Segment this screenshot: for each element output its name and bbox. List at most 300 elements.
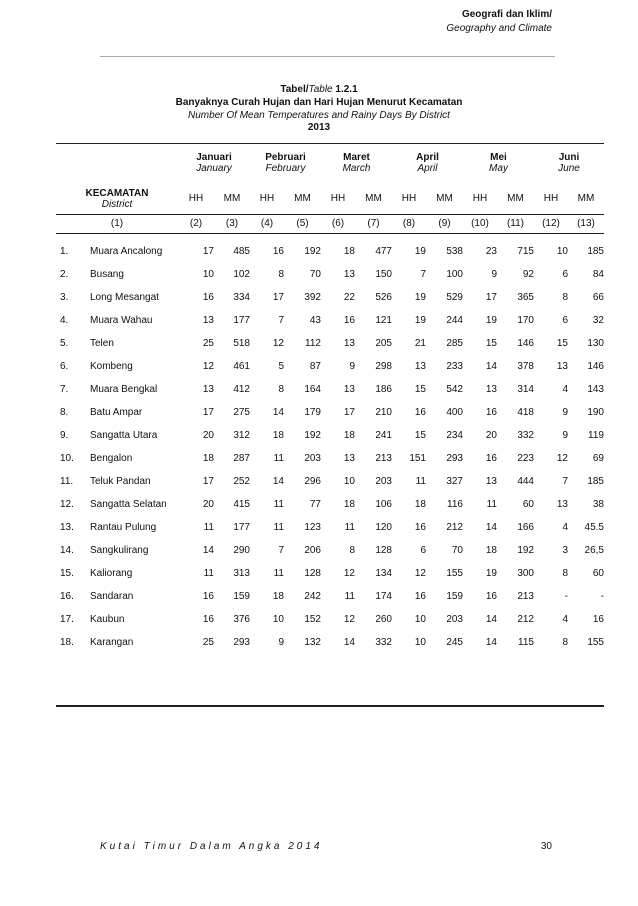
data-cell: 212 <box>517 613 534 625</box>
row-number: 8. <box>60 406 69 418</box>
data-cell: 203 <box>446 613 463 625</box>
data-cell: 213 <box>375 452 392 464</box>
footer-publication: Kutai Timur Dalam Angka 2014 <box>100 841 323 852</box>
data-cell: 21 <box>414 337 426 349</box>
data-cell: 155 <box>587 636 604 648</box>
district-name: Teluk Pandan <box>90 475 151 487</box>
data-cell: 293 <box>233 636 250 648</box>
data-cell: 112 <box>305 337 321 349</box>
data-cell: 18 <box>272 429 284 441</box>
data-cell: 223 <box>517 452 534 464</box>
data-cell: 130 <box>587 337 604 349</box>
data-cell: 143 <box>587 383 604 395</box>
data-cell: 7 <box>278 544 284 556</box>
data-cell: 102 <box>233 268 250 280</box>
data-cell: 166 <box>517 521 534 533</box>
district-name: Long Mesangat <box>90 291 159 303</box>
data-cell: 4 <box>562 521 568 533</box>
data-cell: 6 <box>420 544 426 556</box>
data-cell: 11 <box>203 567 214 579</box>
column-number: (3) <box>214 214 250 233</box>
data-cell: 334 <box>233 291 250 303</box>
data-cell: 241 <box>375 429 392 441</box>
data-cell: 16 <box>414 590 426 602</box>
data-cell: 179 <box>304 406 321 418</box>
month-name: Mei <box>490 152 507 163</box>
data-cell: 8 <box>562 636 568 648</box>
data-cell: 159 <box>233 590 250 602</box>
data-cell: 526 <box>375 291 392 303</box>
data-cell: 518 <box>233 337 250 349</box>
data-cell: 16 <box>414 521 426 533</box>
row-number: 18. <box>60 636 74 648</box>
data-cell: 327 <box>446 475 463 487</box>
data-cell: 13 <box>202 314 214 326</box>
month-header <box>534 144 604 175</box>
data-cell: 9 <box>562 406 568 418</box>
row-number: 17. <box>60 613 74 625</box>
row-number: 15. <box>60 567 74 579</box>
table-row <box>56 447 604 470</box>
table-row <box>56 309 604 332</box>
district-name: Sangatta Utara <box>90 429 158 441</box>
data-cell: 16 <box>202 613 214 625</box>
data-cell: 378 <box>517 360 534 372</box>
data-cell: 32 <box>592 314 604 326</box>
table-row <box>56 378 604 401</box>
data-cell: 14 <box>485 613 497 625</box>
data-cell: 8 <box>562 291 568 303</box>
row-number: 4. <box>60 314 69 326</box>
data-cell: 7 <box>562 475 568 487</box>
data-cell: 312 <box>233 429 250 441</box>
month-name-en: June <box>558 163 580 174</box>
district-name: Muara Bengkal <box>90 383 158 395</box>
row-number: 16. <box>60 590 74 602</box>
data-cell: 152 <box>304 613 321 625</box>
data-cell: 18 <box>414 498 426 510</box>
district-name: Kaubun <box>90 613 125 625</box>
data-cell: 290 <box>233 544 250 556</box>
row-number: 7. <box>60 383 69 395</box>
data-cell: 132 <box>304 636 321 648</box>
data-cell: 26,5 <box>584 544 604 556</box>
district-name: Muara Wahau <box>90 314 153 326</box>
row-number: 14. <box>60 544 74 556</box>
data-cell: 17 <box>485 291 497 303</box>
data-cell: 14 <box>485 360 497 372</box>
data-cell: 18 <box>272 590 284 602</box>
data-cell: 7 <box>420 268 426 280</box>
sub-header: MM <box>294 193 311 205</box>
row-number: 11. <box>60 475 74 487</box>
sub-header: HH <box>330 193 346 205</box>
data-cell: 13 <box>343 337 355 349</box>
data-cell: 19 <box>414 314 426 326</box>
data-cell: 7 <box>278 314 284 326</box>
data-cell: 120 <box>375 521 392 533</box>
data-cell: 60 <box>522 498 534 510</box>
data-cell: 8 <box>349 544 355 556</box>
data-cell: 252 <box>233 475 250 487</box>
data-cell: 12 <box>343 567 355 579</box>
data-cell: 296 <box>304 475 321 487</box>
data-cell: 400 <box>446 406 463 418</box>
data-cell: 15 <box>414 383 426 395</box>
district-name: Kaliorang <box>90 567 133 579</box>
data-cell: 18 <box>202 452 214 464</box>
data-cell: 392 <box>304 291 321 303</box>
data-cell: 13 <box>485 475 497 487</box>
data-cell: 77 <box>309 498 321 510</box>
data-cell: 134 <box>375 567 392 579</box>
data-cell: 19 <box>485 567 497 579</box>
data-cell: 155 <box>446 567 463 579</box>
data-cell: 244 <box>446 314 463 326</box>
data-cell: 12 <box>343 613 355 625</box>
data-cell: 477 <box>375 245 392 257</box>
data-cell: 233 <box>446 360 463 372</box>
data-cell: 116 <box>447 498 463 510</box>
data-cell: 14 <box>485 521 497 533</box>
data-cell: 128 <box>304 567 321 579</box>
data-cell: 287 <box>233 452 250 464</box>
data-cell: 18 <box>343 498 355 510</box>
month-name-en: February <box>265 163 306 174</box>
data-cell: 151 <box>409 452 426 464</box>
data-cell: 285 <box>446 337 463 349</box>
data-cell: 529 <box>446 291 463 303</box>
data-cell: 60 <box>592 567 604 579</box>
table-number: 1.2.1 <box>335 84 358 95</box>
column-number: (5) <box>284 214 321 233</box>
data-cell: 10 <box>272 613 284 625</box>
data-cell: 87 <box>309 360 321 372</box>
column-number: (11) <box>497 214 534 233</box>
table-label <box>0 84 638 96</box>
data-cell: 15 <box>414 429 426 441</box>
data-rows <box>56 233 604 654</box>
data-cell: 14 <box>202 544 214 556</box>
row-number: 6. <box>60 360 69 372</box>
data-cell: 16 <box>485 590 497 602</box>
data-cell: 12 <box>556 452 568 464</box>
data-cell: 14 <box>272 406 284 418</box>
table-row <box>56 424 604 447</box>
data-cell: 10 <box>343 475 355 487</box>
data-cell: 13 <box>343 452 355 464</box>
data-cell: 38 <box>592 498 604 510</box>
data-cell: 69 <box>592 452 604 464</box>
data-cell: 8 <box>562 567 568 579</box>
column-number: (8) <box>392 214 426 233</box>
column-number: (1) <box>56 214 178 233</box>
table-label-id: Tabel/ <box>280 84 309 95</box>
data-cell: 115 <box>518 636 534 648</box>
table-year: 2013 <box>307 122 331 133</box>
data-cell: 206 <box>304 544 321 556</box>
data-cell: 17 <box>202 475 214 487</box>
row-number: 10. <box>60 452 74 464</box>
sub-header: MM <box>365 193 382 205</box>
data-cell: 444 <box>517 475 534 487</box>
column-number: (9) <box>426 214 463 233</box>
data-cell: 92 <box>522 268 534 280</box>
rainfall-table <box>56 143 604 654</box>
data-cell: 119 <box>588 429 604 441</box>
month-name-en: May <box>489 163 508 174</box>
chapter-title: Geografi dan Iklim/ <box>461 9 552 20</box>
data-cell: 313 <box>233 567 250 579</box>
data-cell: 9 <box>562 429 568 441</box>
data-cell: 11 <box>273 567 284 579</box>
district-name: Batu Ampar <box>90 406 143 418</box>
data-cell: 13 <box>556 360 568 372</box>
month-name: Maret <box>343 152 370 163</box>
row-number: 3. <box>60 291 69 303</box>
table-row <box>56 332 604 355</box>
data-cell: 17 <box>202 245 214 257</box>
data-cell: 314 <box>517 383 534 395</box>
row-number: 13. <box>60 521 74 533</box>
month-name: Juni <box>558 152 580 163</box>
data-cell: 192 <box>304 429 321 441</box>
data-cell: 213 <box>517 590 534 602</box>
data-cell: 9 <box>349 360 355 372</box>
sub-header: MM <box>507 193 524 205</box>
data-cell: 14 <box>343 636 355 648</box>
data-cell: 23 <box>485 245 497 257</box>
data-cell: 192 <box>304 245 321 257</box>
data-cell: 542 <box>446 383 463 395</box>
data-cell: 210 <box>375 406 392 418</box>
header-divider <box>100 56 555 57</box>
data-cell: 12 <box>272 337 284 349</box>
data-cell: 19 <box>414 291 426 303</box>
data-cell: 123 <box>304 521 321 533</box>
data-cell: 146 <box>517 337 534 349</box>
data-cell: 13 <box>343 383 355 395</box>
data-cell: 13 <box>343 268 355 280</box>
data-cell: 43 <box>309 314 321 326</box>
table-row <box>56 263 604 286</box>
data-cell: 70 <box>309 268 321 280</box>
table-row <box>56 631 604 654</box>
data-cell: 19 <box>414 245 426 257</box>
data-cell: 185 <box>587 475 604 487</box>
district-name: Sandaran <box>90 590 134 602</box>
table-title-en: Number Of Mean Temperatures and Rainy Days By District <box>188 110 450 121</box>
data-cell: 16 <box>485 452 497 464</box>
data-cell: 4 <box>562 383 568 395</box>
data-cell: 18 <box>485 544 497 556</box>
data-cell: 6 <box>562 314 568 326</box>
data-cell: 245 <box>446 636 463 648</box>
district-header <box>56 144 178 215</box>
data-cell: 15 <box>485 337 497 349</box>
sub-header: HH <box>543 193 559 205</box>
data-cell: 11 <box>344 521 355 533</box>
month-header <box>250 144 321 175</box>
month-name-en: January <box>196 163 232 174</box>
data-cell: 25 <box>202 337 214 349</box>
data-cell: 22 <box>343 291 355 303</box>
month-header <box>392 144 463 175</box>
data-cell: 8 <box>278 383 284 395</box>
data-cell: 332 <box>375 636 392 648</box>
data-cell: 159 <box>446 590 463 602</box>
data-cell: 174 <box>375 590 392 602</box>
data-cell: 100 <box>446 268 463 280</box>
table-row <box>56 240 604 263</box>
district-name: Karangan <box>90 636 134 648</box>
sub-header: MM <box>223 193 241 205</box>
data-cell: 11 <box>203 521 214 533</box>
sub-header: HH <box>259 193 275 205</box>
district-name: Busang <box>90 268 124 280</box>
data-cell: 10 <box>414 636 426 648</box>
data-cell: 192 <box>517 544 534 556</box>
row-number: 9. <box>60 429 69 441</box>
chapter-header <box>446 8 552 36</box>
month-name-en: March <box>342 163 371 174</box>
data-cell: 16 <box>485 406 497 418</box>
data-cell: 376 <box>233 613 250 625</box>
data-cell: 332 <box>517 429 534 441</box>
data-cell: 70 <box>451 544 463 556</box>
data-cell: 20 <box>202 498 214 510</box>
data-cell: 13 <box>414 360 426 372</box>
data-cell: 16 <box>343 314 355 326</box>
data-cell: 242 <box>304 590 321 602</box>
data-cell: 6 <box>562 268 568 280</box>
data-cell: 17 <box>202 406 214 418</box>
data-cell: 14 <box>485 636 497 648</box>
sub-header: HH <box>188 193 204 205</box>
data-cell: 16 <box>592 613 604 625</box>
month-header <box>463 144 534 175</box>
column-number: (10) <box>463 214 497 233</box>
data-cell: 11 <box>415 475 426 487</box>
data-cell: 412 <box>233 383 250 395</box>
data-cell: 190 <box>587 406 604 418</box>
data-cell: 9 <box>491 268 497 280</box>
data-cell: 19 <box>485 314 497 326</box>
data-cell: 5 <box>278 360 284 372</box>
month-name: Pebruari <box>265 152 306 163</box>
data-cell: 10 <box>414 613 426 625</box>
data-cell: 418 <box>517 406 534 418</box>
data-cell: 84 <box>592 268 604 280</box>
data-cell: 150 <box>375 268 392 280</box>
district-name: Telen <box>90 337 114 349</box>
row-number: 12. <box>60 498 74 510</box>
row-number: 2. <box>60 268 69 280</box>
district-header-id: KECAMATAN <box>85 187 149 199</box>
sub-header: HH <box>472 193 488 205</box>
sub-header: MM <box>436 193 453 205</box>
row-number: 1. <box>60 245 69 257</box>
data-cell: 205 <box>375 337 392 349</box>
data-cell: 212 <box>446 521 463 533</box>
district-name: Kombeng <box>90 360 133 372</box>
table-row <box>56 286 604 309</box>
data-cell: 177 <box>233 314 250 326</box>
column-number: (13) <box>568 214 604 233</box>
page-footer <box>100 841 552 852</box>
data-cell: 10 <box>556 245 568 257</box>
data-cell: 11 <box>273 521 284 533</box>
data-cell: 10 <box>202 268 214 280</box>
data-cell: 11 <box>273 498 284 510</box>
data-cell: 715 <box>517 245 534 257</box>
month-header <box>178 144 250 175</box>
district-name: Muara Ancalong <box>90 245 163 257</box>
data-cell: 485 <box>233 245 250 257</box>
data-cell: 13 <box>556 498 568 510</box>
sub-header: MM <box>577 193 595 205</box>
data-cell: - <box>600 590 604 602</box>
table-row <box>56 562 604 585</box>
data-cell: 20 <box>485 429 497 441</box>
table-row <box>56 493 604 516</box>
data-cell: 185 <box>587 245 604 257</box>
data-cell: 13 <box>202 383 214 395</box>
data-cell: 11 <box>486 498 497 510</box>
table-row <box>56 539 604 562</box>
data-cell: 170 <box>517 314 534 326</box>
data-cell: 415 <box>233 498 250 510</box>
data-cell: 18 <box>343 429 355 441</box>
data-cell: 121 <box>375 314 392 326</box>
district-header-en: District <box>101 198 133 210</box>
data-cell: 128 <box>375 544 392 556</box>
page-number: 30 <box>540 841 552 852</box>
column-number: (12) <box>534 214 568 233</box>
data-cell: 16 <box>202 291 214 303</box>
data-cell: 16 <box>414 406 426 418</box>
data-cell: 15 <box>556 337 568 349</box>
table-bottom-rule <box>56 705 604 707</box>
data-cell: 11 <box>273 452 284 464</box>
table-row <box>56 585 604 608</box>
month-name-en: April <box>417 163 438 174</box>
data-cell: 11 <box>344 590 355 602</box>
data-cell: 20 <box>202 429 214 441</box>
row-number: 5. <box>60 337 69 349</box>
data-cell: 298 <box>375 360 392 372</box>
data-cell: 4 <box>562 613 568 625</box>
column-number: (6) <box>321 214 355 233</box>
table-row <box>56 355 604 378</box>
district-name: Sangatta Selatan <box>90 498 167 510</box>
data-cell: - <box>564 590 568 602</box>
data-cell: 177 <box>233 521 250 533</box>
data-cell: 365 <box>517 291 534 303</box>
data-cell: 9 <box>278 636 284 648</box>
data-cell: 164 <box>304 383 321 395</box>
data-cell: 14 <box>272 475 284 487</box>
data-cell: 293 <box>446 452 463 464</box>
table-row <box>56 516 604 539</box>
district-name: Bengalon <box>90 452 133 464</box>
month-name: Januari <box>196 152 232 163</box>
data-cell: 538 <box>446 245 463 257</box>
data-cell: 275 <box>233 406 250 418</box>
table-row <box>56 608 604 631</box>
column-number: (7) <box>355 214 392 233</box>
table-title-id: Banyaknya Curah Hujan dan Hari Hujan Menurut Kecamatan <box>175 97 463 108</box>
